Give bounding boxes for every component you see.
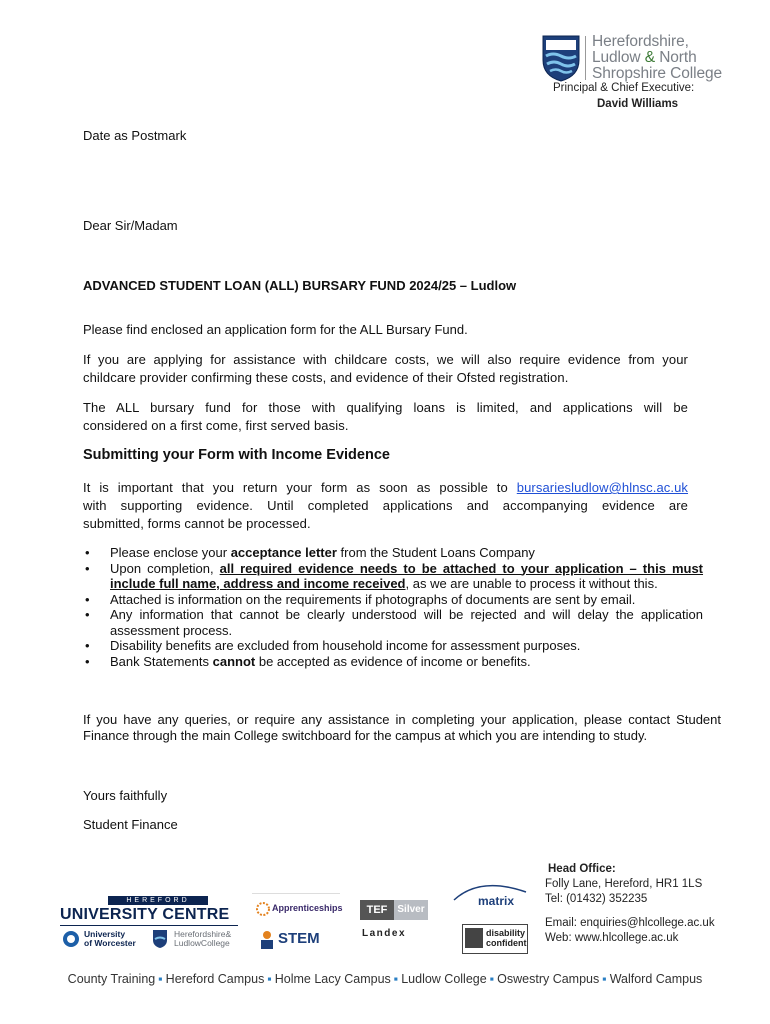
list-item: • Upon completion, all required evidence needs to be attached to your application – this must include full name, address and income received, as we are unable to process it without this. [85,560,704,591]
head-office-email: Email: enquiries@hlcollege.ac.uk [545,917,715,929]
logo-ampersand: & [644,49,655,66]
worcester-emblem-icon [62,929,80,949]
head-office-tel: Tel: (01432) 352235 [545,893,648,905]
campus-name: Ludlow College [401,972,487,986]
logo-line-3: Shropshire College [592,65,723,82]
campus-name: Hereford Campus [165,972,265,986]
apprenticeships-stem-logo: Apprenticeships STEM [252,893,340,956]
list-item: • Disability benefits are excluded from household income for assessment purposes. [85,638,581,653]
college-crest-small-icon [152,929,168,949]
list-item: • Please enclose your acceptance letter from the Student Loans Company [85,545,535,560]
matrix-logo: matrix [450,880,530,920]
letter-title: ADVANCED STUDENT LOAN (ALL) BURSARY FUND 2024/25 – Ludlow [83,278,517,293]
apprenticeships-star-icon [256,902,270,916]
college-logo [541,34,741,84]
list-item: • Attached is information on the requirements if photographs of documents are sent by email. [85,591,636,607]
campus-name: County Training [67,972,156,986]
stem-figure-icon [258,930,276,950]
college-crest-icon [541,34,581,82]
logo-line-2: Ludlow & North [592,49,697,66]
head-office-web: Web: www.hlcollege.ac.uk [545,932,679,944]
principal-title: Principal & Chief Executive: [553,82,695,94]
requirements-list [83,545,703,669]
landex-logo: Landex [362,928,407,939]
signature: Student Finance [83,817,178,832]
head-office-title: Head Office: [548,863,616,875]
campus-name: Holme Lacy Campus [274,972,391,986]
head-office-block [545,862,715,946]
list-item: • Any information that cannot be clearly understood will be rejected and will delay the application assessment process. [85,607,703,638]
paragraph-childcare: If you are applying for assistance with childcare costs, we will also require evidence from your childcare provider confirming these costs, and evidence of their Ofsted registration. [83,352,688,385]
tef-silver-badge: TEF Silver [360,900,428,920]
closing: Yours faithfully [83,788,168,803]
campus-name: Walford Campus [609,972,703,986]
campus-name: Oswestry Campus [497,972,600,986]
paragraph-queries: If you have any queries, or require any assistance in completing your application, please contact Student Finance through the main College switchboard for the campus at which you are intending to study. [83,712,721,743]
head-office-address: Folly Lane, Hereford, HR1 1LS [545,878,703,890]
paragraph-intro: Please find enclosed an application form for the ALL Bursary Fund. [83,322,468,337]
campus-footer: County Training ▪ Hereford Campus ▪ Holme Lacy Campus ▪ Ludlow College ▪ Oswestry Campus ▪ Walford Campus [67,972,703,986]
disability-confident-badge: disability confident [462,924,528,954]
section-heading: Submitting your Form with Income Evidence [83,447,390,463]
list-item: • Bank Statements cannot be accepted as evidence of income or benefits. [85,653,531,669]
university-centre-logo: HEREFORD UNIVERSITY CENTRE University of Worcester Herefordshire& LudlowCollege [60,896,238,954]
disability-confident-icon [465,928,483,948]
logo-line-1: Herefordshire, [592,33,689,50]
logo-wordmark [592,34,722,82]
principal-name: David Williams [597,98,679,110]
logo-divider [585,36,586,80]
bursary-email-link[interactable]: bursariesludlow@hlnsc.ac.uk [516,480,689,495]
salutation: Dear Sir/Madam [83,218,178,233]
paragraph-limited-fund: The ALL bursary fund for those with qualifying loans is limited, and applications will be considered on a first come, first served basis. [83,400,688,433]
letter-date: Date as Postmark [83,128,187,143]
paragraph-return-form: It is important that you return your form as soon as possible to bursariesludlow@hlnsc.ac.uk with supporting evidence. Until completed applications and accompanying evidence are submitted, forms cannot be processed. [83,480,689,531]
